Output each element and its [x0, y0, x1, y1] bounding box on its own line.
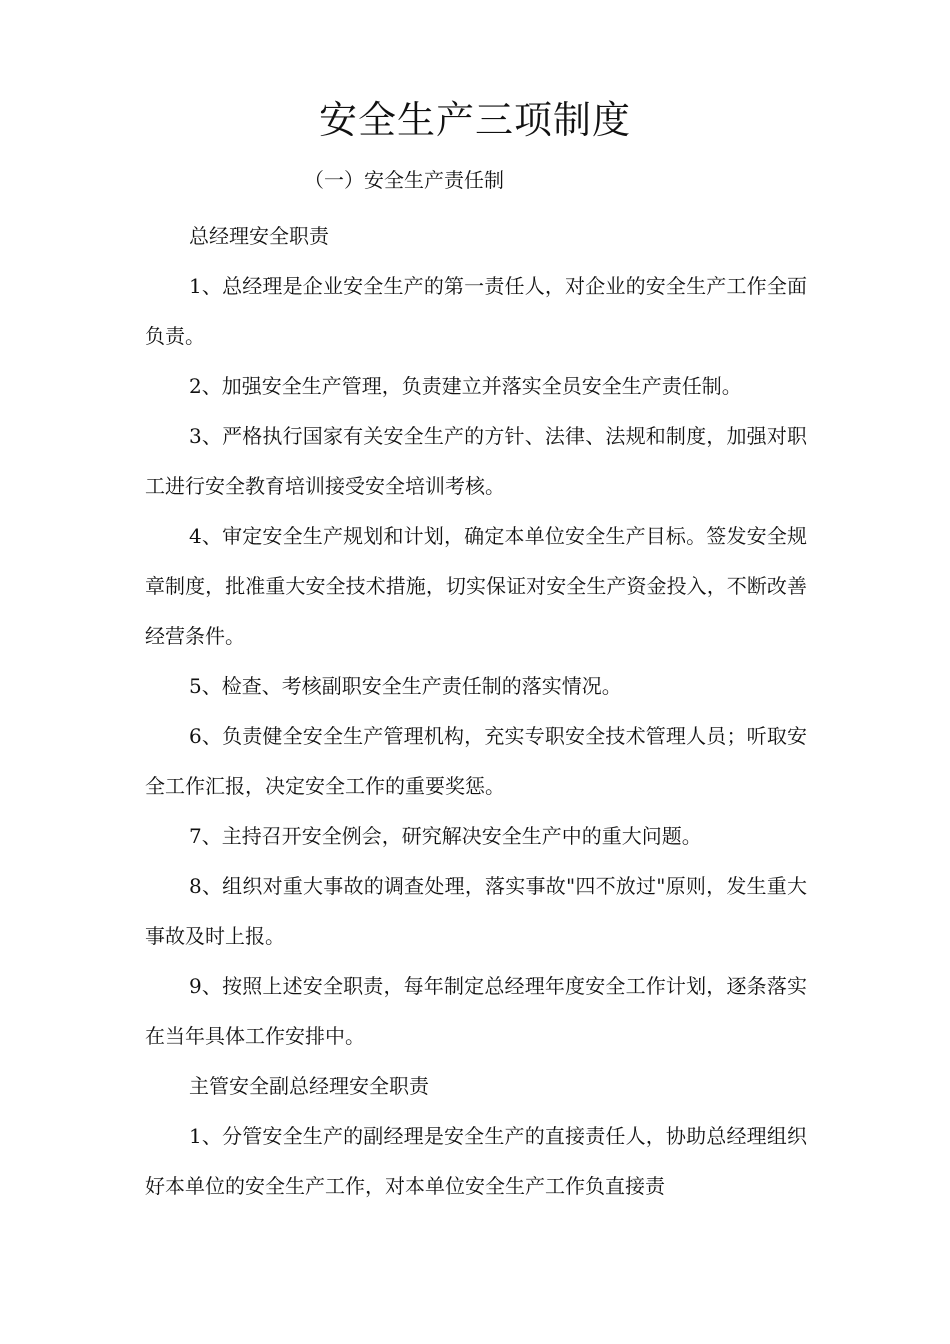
- paragraph: 9、按照上述安全职责，每年制定总经理年度安全工作计划，逐条落实在当年具体工作安排中。: [145, 974, 807, 1048]
- paragraph: 2、加强安全生产管理，负责建立并落实全员安全生产责任制。: [189, 374, 742, 398]
- section-heading-general-manager: 总经理安全职责: [189, 224, 329, 248]
- paragraph: 8、组织对重大事故的调查处理，落实事故"四不放过"原则，发生重大事故及时上报。: [145, 874, 807, 948]
- document-title: 安全生产三项制度: [318, 98, 631, 142]
- section-subtitle: （一）安全生产责任制: [304, 168, 504, 192]
- paragraph: 4、审定安全生产规划和计划，确定本单位安全生产目标。签发安全规章制度，批准重大安全技术措施，切实保证对安全生产资金投入，不断改善经营条件。: [145, 524, 807, 648]
- paragraph: 7、主持召开安全例会，研究解决安全生产中的重大问题。: [189, 824, 702, 848]
- document-body: [145, 211, 807, 1211]
- paragraph: 3、严格执行国家有关安全生产的方针、法律、法规和制度，加强对职工进行安全教育培训接受安全培训考核。: [145, 424, 807, 498]
- paragraph: 1、分管安全生产的副经理是安全生产的直接责任人，协助总经理组织好本单位的安全生产工作，对本单位安全生产工作负直接责: [145, 1124, 807, 1198]
- paragraph: 1、总经理是企业安全生产的第一责任人，对企业的安全生产工作全面负责。: [145, 274, 807, 348]
- paragraph: 5、检查、考核副职安全生产责任制的落实情况。: [189, 674, 622, 698]
- paragraph: 6、负责健全安全生产管理机构，充实专职安全技术管理人员；听取安全工作汇报，决定安全工作的重要奖惩。: [145, 724, 807, 798]
- section-heading-deputy-manager: 主管安全副总经理安全职责: [189, 1074, 429, 1098]
